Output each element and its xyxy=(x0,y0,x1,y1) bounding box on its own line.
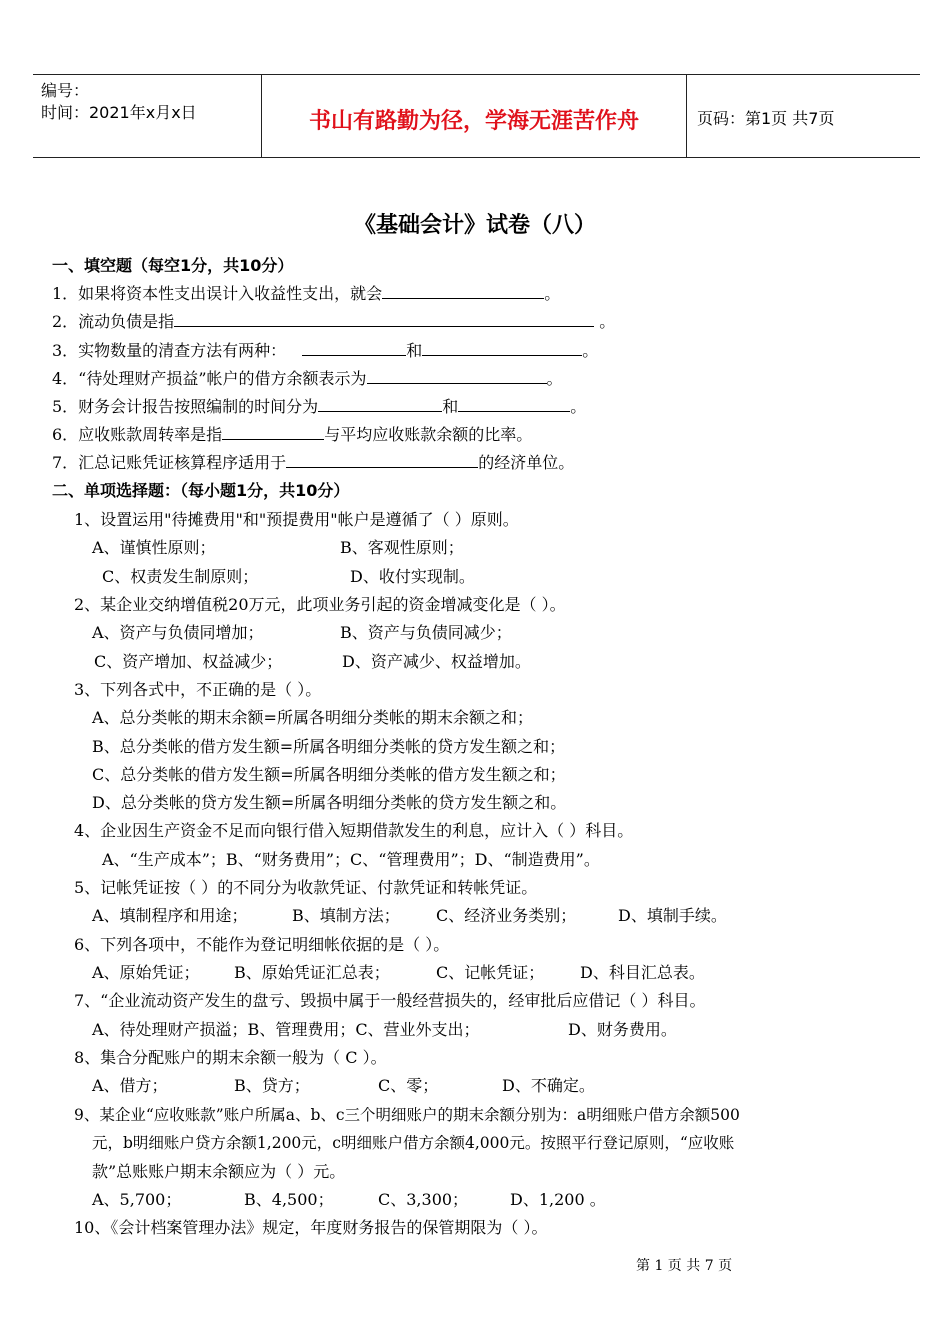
choice-option: A、待处理财产损溢；B、管理费用；C、营业外支出； xyxy=(92,1020,480,1039)
choice-option: C、权责发生制原则； xyxy=(102,567,259,586)
choice-option: C、总分类帐的借方发生额=所属各明细分类帐的借方发生额之和； xyxy=(92,765,566,784)
question-text: 。 xyxy=(594,312,616,331)
choice-option: A、谨慎性原则； xyxy=(92,538,216,557)
fill-question-3 xyxy=(52,341,598,361)
choice-option: A、5,700； xyxy=(92,1190,182,1209)
choice-question-7: 7、“企业流动资产发生的盘亏、毁损中属于一般经营损失的，经审批后应借记（ ）科目。 xyxy=(74,991,706,1010)
choice-question-5: 5、记帐凭证按（ ）的不同分为收款凭证、付款凭证和转帐凭证。 xyxy=(74,878,538,897)
section2-heading: 二、单项选择题：（每小题1分，共10分） xyxy=(52,481,350,500)
question-text: 。 xyxy=(570,397,587,416)
number-label: 编号： xyxy=(41,81,90,100)
choice-option: C、记帐凭证； xyxy=(436,963,545,982)
choice-option: B、原始凭证汇总表； xyxy=(234,963,390,982)
choice-question-9-cont: 款”总账账户期末余额应为（ ）元。 xyxy=(92,1162,346,1181)
choice-option: C、3,300； xyxy=(378,1190,469,1209)
answer-blank xyxy=(302,341,406,356)
answer-blank xyxy=(222,425,324,440)
choice-option: A、“生产成本”；B、“财务费用”；C、“管理费用”；D、“制造费用”。 xyxy=(102,850,600,869)
choice-option: B、总分类帐的借方发生额=所属各明细分类帐的贷方发生额之和； xyxy=(92,737,566,756)
choice-option: A、借方； xyxy=(92,1076,168,1095)
choice-option: A、原始凭证； xyxy=(92,963,200,982)
answer-blank xyxy=(422,341,582,356)
question-text: 。 xyxy=(544,284,561,303)
question-text: 的经济单位。 xyxy=(478,453,575,472)
choice-question-1: 1、设置运用"待摊费用"和"预提费用"帐户是遵循了（ ）原则。 xyxy=(74,510,519,529)
fill-question-4 xyxy=(52,369,563,389)
choice-option: D、科目汇总表。 xyxy=(580,963,705,982)
time-label: 时间：2021年x月x日 xyxy=(41,103,197,122)
choice-option: D、财务费用。 xyxy=(568,1020,677,1039)
question-text: 6．应收账款周转率是指 xyxy=(52,425,223,444)
choice-question-10: 10、《会计档案管理办法》规定，年度财务报告的保管期限为（ ）。 xyxy=(74,1218,548,1237)
question-text: 1．如果将资本性支出误计入收益性支出，就会 xyxy=(52,284,383,303)
choice-option: A、资产与负债同增加； xyxy=(92,623,264,642)
choice-option: B、资产与负债同减少； xyxy=(340,623,512,642)
choice-option: D、1,200 。 xyxy=(510,1190,606,1209)
choice-question-6: 6、下列各项中，不能作为登记明细帐依据的是（ ）。 xyxy=(74,935,450,954)
header-motto: 书山有路勤为径，学海无涯苦作舟 xyxy=(308,109,639,134)
answer-blank xyxy=(174,312,594,327)
choice-option: D、资产减少、权益增加。 xyxy=(342,652,531,671)
choice-option: B、4,500； xyxy=(244,1190,334,1209)
choice-option: D、收付实现制。 xyxy=(350,567,475,586)
choice-option: D、总分类帐的贷方发生额=所属各明细分类帐的贷方发生额之和。 xyxy=(92,793,567,812)
answer-blank xyxy=(318,397,442,412)
choice-question-8: 8、集合分配账户的期末余额一般为（ C ）。 xyxy=(74,1048,387,1067)
choice-option: D、不确定。 xyxy=(502,1076,595,1095)
choice-option: A、填制程序和用途； xyxy=(92,906,248,925)
exam-title: 《基础会计》试卷（八） xyxy=(353,212,596,238)
choice-question-2: 2、某企业交纳增值税20万元，此项业务引起的资金增减变化是（ ）。 xyxy=(74,595,566,614)
question-text: 。 xyxy=(582,341,599,360)
question-text: 。 xyxy=(546,369,563,388)
choice-question-4: 4、企业因生产资金不足而向银行借入短期借款发生的利息，应计入（ ）科目。 xyxy=(74,821,634,840)
header-left xyxy=(41,80,197,124)
choice-question-3: 3、下列各式中，不正确的是（ ）。 xyxy=(74,680,322,699)
choice-option: C、零； xyxy=(378,1076,439,1095)
choice-option: A、总分类帐的期末余额=所属各明细分类帐的期末余额之和； xyxy=(92,708,533,727)
choice-option: B、客观性原则； xyxy=(340,538,464,557)
question-text: 和 xyxy=(406,341,423,360)
header-divider xyxy=(686,75,687,157)
fill-question-7 xyxy=(52,453,574,473)
section1-heading: 一、填空题（每空1分，共10分） xyxy=(52,256,294,275)
answer-blank xyxy=(286,453,478,468)
question-text: 4．“待处理财产损益”帐户的借方余额表示为 xyxy=(52,369,367,388)
fill-question-1 xyxy=(52,284,560,304)
choice-option: B、贷方； xyxy=(234,1076,310,1095)
answer-blank xyxy=(367,369,547,384)
choice-option: C、经济业务类别； xyxy=(436,906,577,925)
question-text: 5．财务会计报告按照编制的时间分为 xyxy=(52,397,319,416)
choice-question-9: 9、某企业“应收账款”账户所属a、b、c三个明细账户的期末余额分别为：a明细账户借方余额500 xyxy=(74,1106,740,1124)
question-text: 3．实物数量的清查方法有两种： xyxy=(52,341,287,360)
page-footer: 第 1 页 共 7 页 xyxy=(636,1258,733,1274)
question-text: 2．流动负债是指 xyxy=(52,312,175,331)
choice-question-9-cont: 元，b明细账户贷方余额1,200元，c明细账户借方余额4,000元。按照平行登记原则，“应收账 xyxy=(92,1134,735,1152)
fill-question-5 xyxy=(52,397,586,417)
choice-option: B、填制方法； xyxy=(292,906,400,925)
fill-question-6 xyxy=(52,425,532,445)
question-text: 与平均应收账款余额的比率。 xyxy=(324,425,533,444)
question-text: 和 xyxy=(442,397,459,416)
answer-blank xyxy=(382,284,544,299)
answer-blank xyxy=(458,397,570,412)
choice-option: D、填制手续。 xyxy=(618,906,727,925)
choice-option: C、资产增加、权益减少； xyxy=(94,652,283,671)
header-page-info: 页码：第1页 共7页 xyxy=(697,109,835,128)
question-text: 7．汇总记账凭证核算程序适用于 xyxy=(52,453,287,472)
fill-question-2 xyxy=(52,312,615,332)
